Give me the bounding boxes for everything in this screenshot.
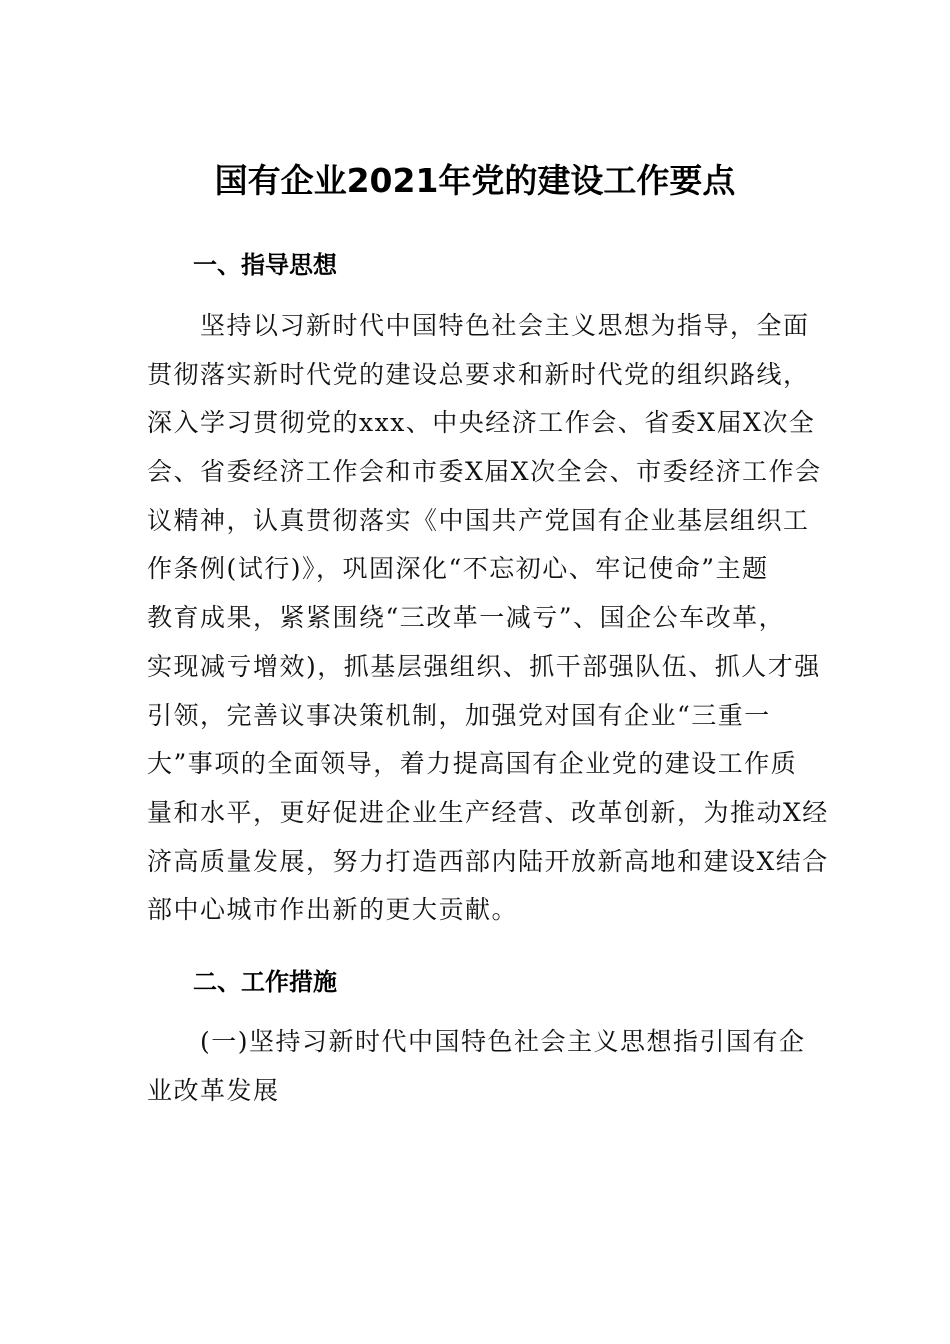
paragraph-line: 教育成果，紧紧围绕“三改革一减亏”、国企公车改革， — [147, 603, 786, 633]
document-title: 国有企业2021年党的建设工作要点 — [214, 161, 736, 200]
paragraph-line: 量和水平，更好促进企业生产经营、改革创新，为推动X经 — [147, 797, 829, 827]
paragraph-line: 坚持以习新时代中国特色社会主义思想为指导，全面 — [147, 311, 810, 340]
paragraph-line: 深入学习贯彻党的xxx、中央经济工作会、省委X届X次全 — [147, 408, 816, 438]
paragraph-line: 作条例(试行)》，巩固深化“不忘初心、牢记使命”主题 — [147, 554, 769, 584]
paragraph-line: 业改革发展 — [147, 1075, 280, 1105]
section-heading-guiding-ideology: 一、指导思想 — [193, 251, 337, 279]
paragraph-line: 引领，完善议事决策机制，加强党对国有企业“三重一 — [147, 700, 771, 730]
paragraph-line: 部中心城市作出新的更大贡献。 — [147, 895, 519, 925]
paragraph-line: 会、省委经济工作会和市委X届X次全会、市委经济工作会 — [147, 457, 822, 487]
section-paragraph-work-measures — [147, 1018, 827, 1115]
paragraph-line: 实现减亏增效)，抓基层强组织、抓干部强队伍、抓人才强 — [147, 651, 821, 681]
paragraph-line: 议精神，认真贯彻落实《中国共产党国有企业基层组织工 — [147, 505, 810, 535]
paragraph-line: (一)坚持习新时代中国特色社会主义思想指引国有企 — [147, 1027, 806, 1056]
paragraph-line: 济高质量发展，努力打造西部内陆开放新高地和建设X结合 — [147, 846, 829, 876]
section-paragraph-guiding-ideology — [147, 302, 827, 935]
paragraph-line: 大”事项的全面领导，着力提高国有企业党的建设工作质 — [147, 749, 798, 779]
paragraph-line: 贯彻落实新时代党的建设总要求和新时代党的组织路线， — [147, 359, 810, 389]
section-heading-work-measures: 二、工作措施 — [193, 968, 337, 996]
